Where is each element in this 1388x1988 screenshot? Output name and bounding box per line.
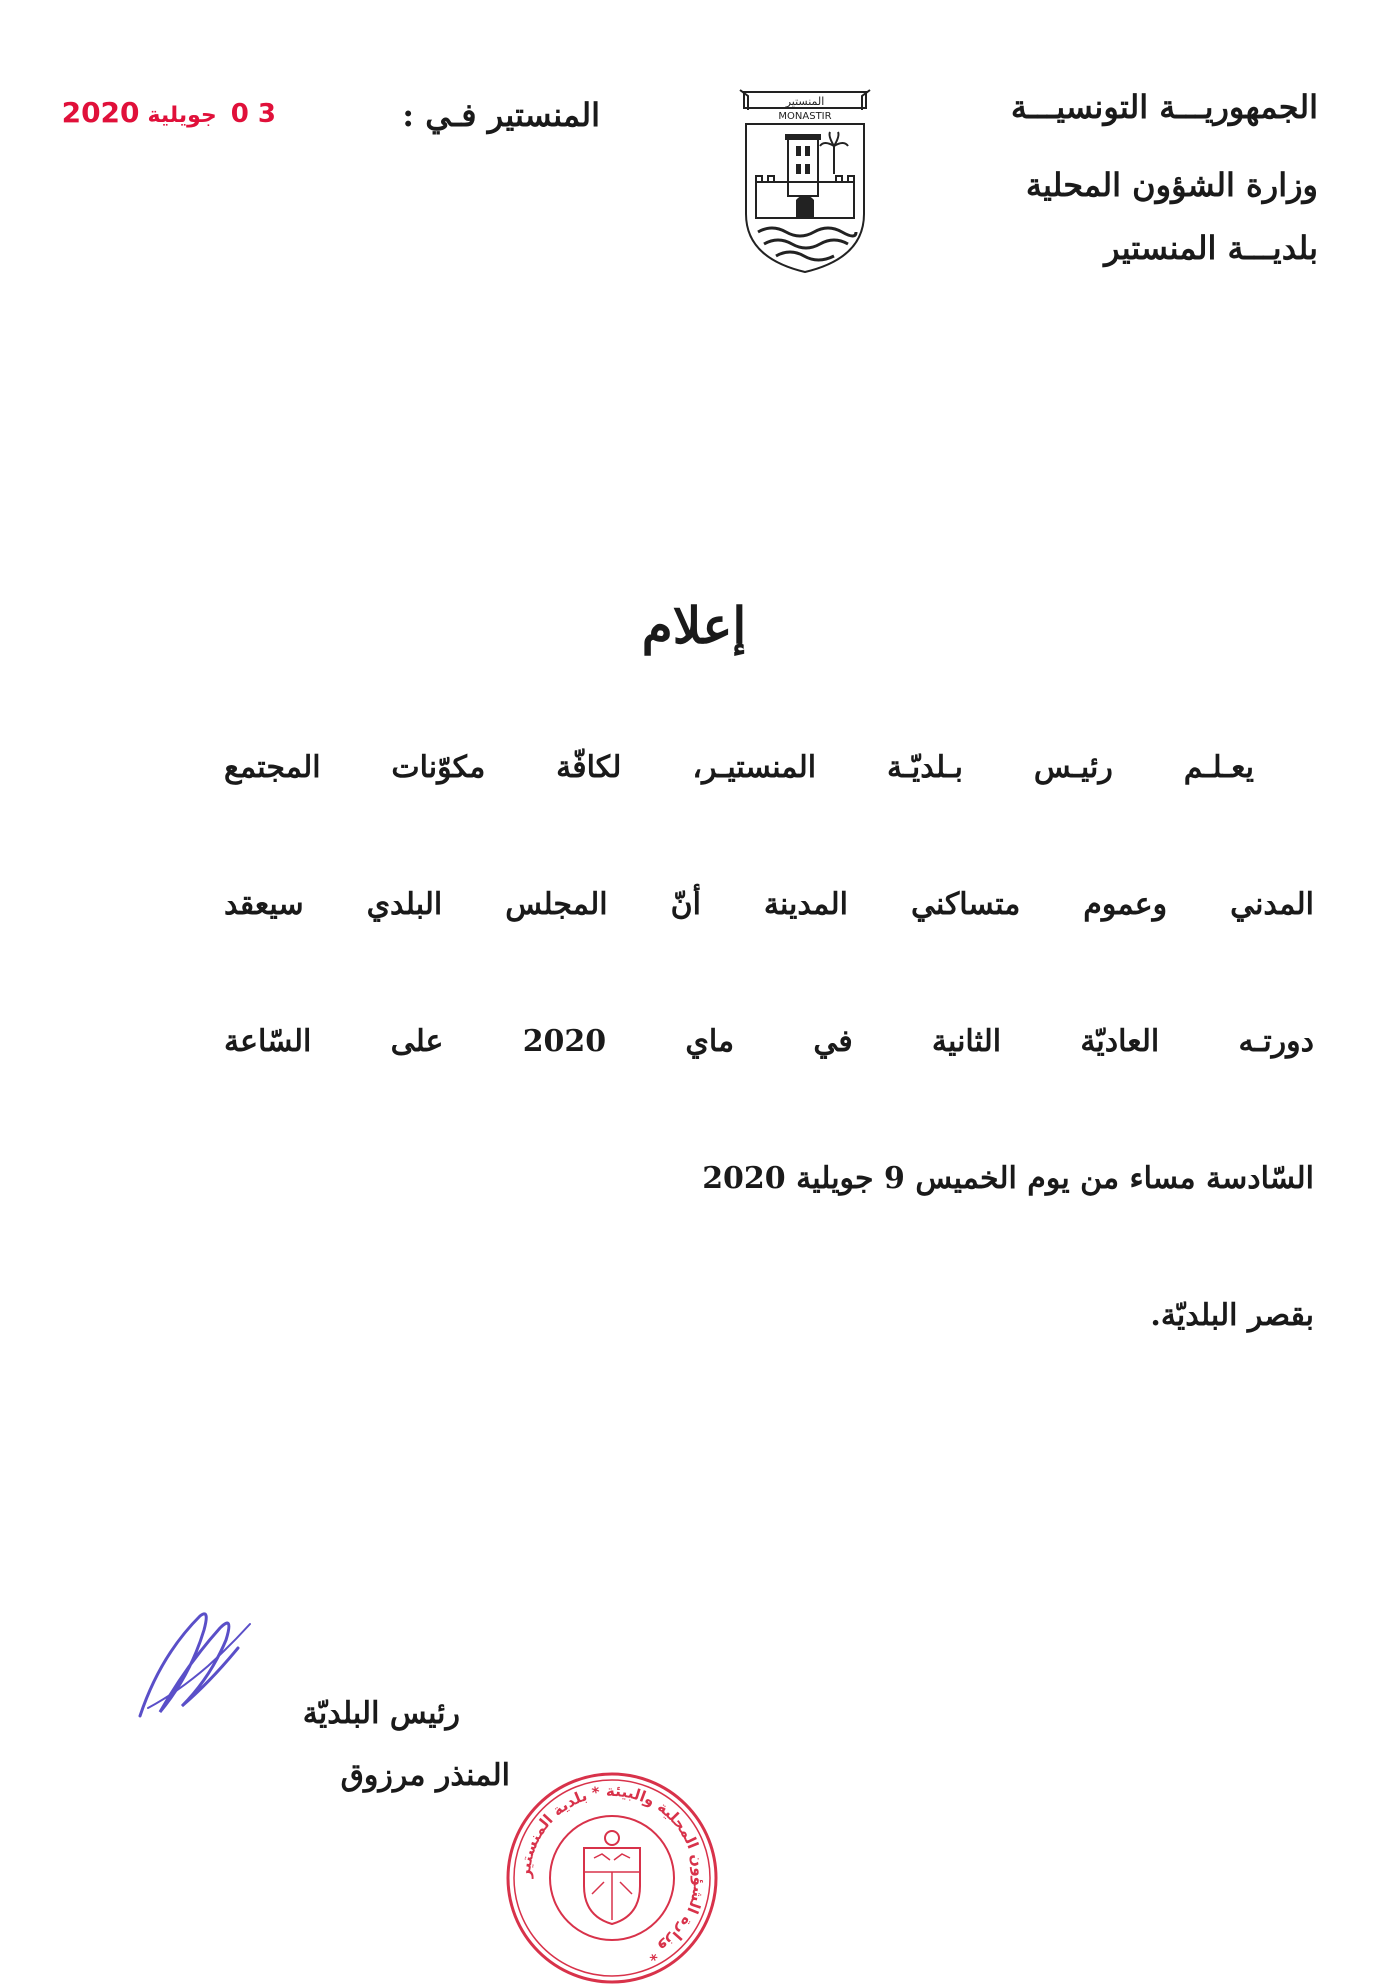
body-line: يعـلـم رئيـس بـلديّـة المنستيـر، لكافّة مكوّنات المجتمع: [224, 750, 1254, 785]
tunisia-coat-of-arms-icon: [584, 1831, 640, 1924]
announcement-title: إعلام: [641, 596, 747, 655]
signatory-name: المنذر مرزوق: [340, 1758, 510, 1793]
date-year: 2020: [61, 96, 140, 129]
header-right: [798, 88, 1318, 291]
signatory-title: رئيس البلديّة: [302, 1696, 460, 1731]
date-month: جويلية: [147, 103, 217, 128]
place-label: المنستير فـي :: [402, 96, 600, 134]
body-line: المدني وعموم متساكني المدينة أنّ المجلس البلدي سيعقد: [224, 887, 1314, 922]
svg-text:المنستير: المنستير: [785, 95, 825, 108]
municipality-name: بلديـــة المنستير: [1104, 228, 1318, 267]
svg-text:MONASTIR: MONASTIR: [778, 111, 832, 122]
monastir-coat-of-arms-icon: [738, 86, 872, 276]
ministry-name: وزارة الشؤون المحلية: [1025, 166, 1318, 205]
date-stamp: [61, 96, 276, 136]
official-seal: [502, 1768, 722, 1988]
announcement-body: [224, 748, 1314, 1433]
body-line: دورتـه العاديّة الثانية في ماي 2020 على السّاعة: [224, 1024, 1315, 1059]
country-name: الجمهوريـــة التونسيـــة: [1010, 88, 1318, 126]
body-line: بقصر البلديّة.: [1150, 1298, 1314, 1333]
date-day: 3 0: [230, 99, 276, 129]
handwritten-signature: [130, 1596, 270, 1726]
svg-text:وزارة الشؤون المحلية والبيئة *: وزارة الشؤون المحلية والبيئة * بلدية المنستير *: [515, 1781, 709, 1965]
body-line: السّادسة مساء من يوم الخميس 9 جويلية 2020: [702, 1161, 1314, 1196]
